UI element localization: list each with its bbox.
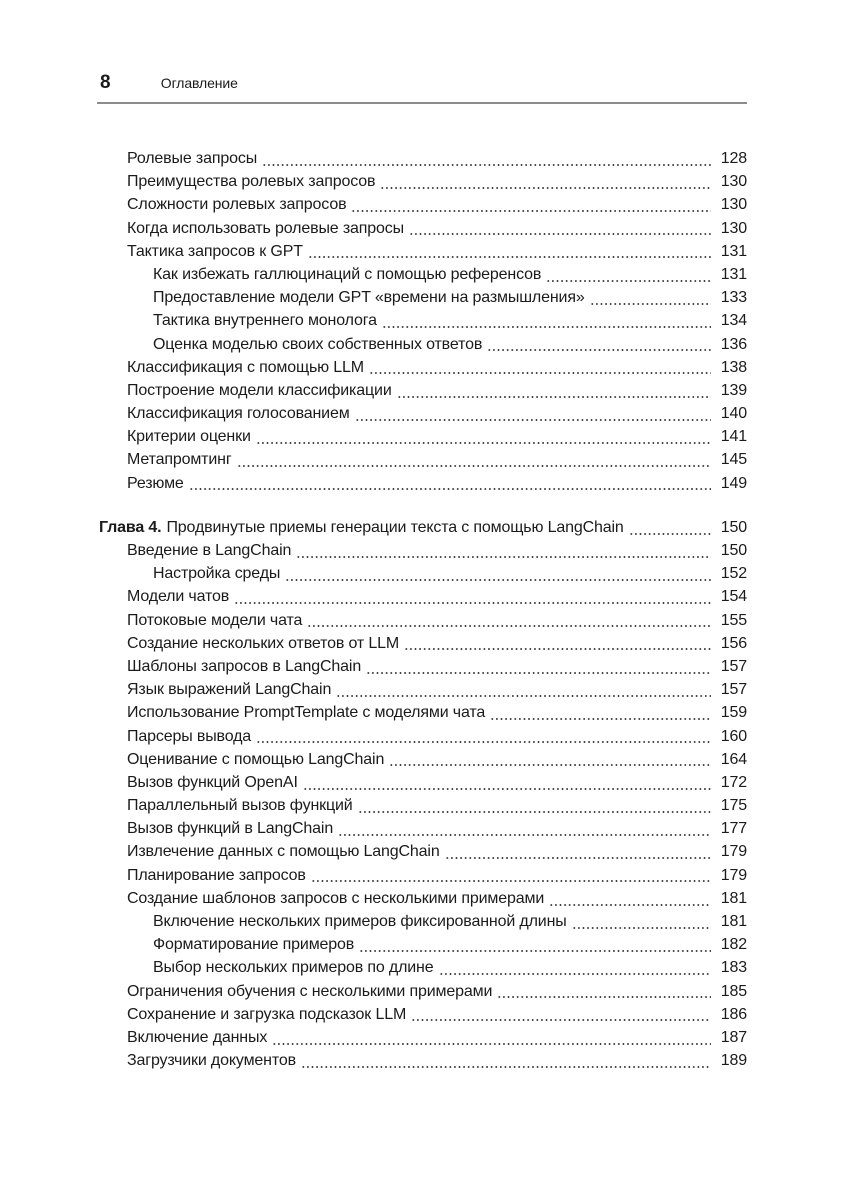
toc-entry — [97, 1049, 747, 1072]
toc-entry — [97, 840, 747, 863]
toc-entry — [97, 678, 747, 701]
toc-page-ref: 152 — [720, 565, 747, 583]
toc-entry — [97, 379, 747, 402]
dot-leader — [445, 857, 711, 859]
toc-entry-label: Оценка моделью своих собственных ответов — [153, 335, 483, 353]
toc-page-ref: 150 — [720, 542, 747, 559]
toc-page-ref: 185 — [720, 982, 747, 1000]
toc-page-ref: 156 — [720, 634, 747, 652]
toc-page-ref: 155 — [720, 611, 747, 629]
toc-entry-label: Оценивание с помощью LangChain — [127, 750, 385, 768]
toc-page-ref: 181 — [720, 889, 747, 907]
toc-page-ref: 131 — [720, 242, 747, 260]
content-column — [97, 72, 747, 1072]
toc-entry — [97, 147, 747, 170]
toc-entry-label: Форматирование примеров — [153, 936, 355, 954]
toc-entry-label: Язык выражений LangChain — [127, 681, 332, 699]
dot-leader — [382, 326, 711, 328]
toc-page-ref: 140 — [720, 405, 747, 423]
chapter-prefix: Глава 4. — [99, 518, 162, 536]
toc-entry-label: Сложности ролевых запросов — [127, 196, 347, 214]
toc-page-ref: 133 — [720, 289, 747, 307]
toc-entry-label: Планирование запросов — [127, 866, 306, 884]
dot-leader — [411, 1019, 711, 1021]
dot-leader — [359, 950, 711, 952]
toc-entry-label: Шаблоны запросов в LangChain — [127, 657, 362, 675]
toc-entry — [97, 425, 747, 448]
toc-chapter-entry — [97, 516, 747, 539]
dot-leader — [490, 718, 711, 720]
dot-leader — [549, 904, 711, 906]
toc-entry-label: Использование PromptTemplate с моделями чата — [127, 704, 486, 722]
dot-leader — [303, 788, 711, 790]
dot-leader — [546, 280, 711, 282]
toc-entry-label: Вызов функций OpenAI — [127, 773, 298, 791]
toc-entry — [97, 356, 747, 379]
toc-page-ref: 164 — [720, 750, 747, 768]
toc-entry — [97, 956, 747, 979]
dot-leader — [311, 880, 711, 882]
dot-leader — [308, 256, 711, 258]
toc-page-ref: 130 — [720, 196, 747, 214]
toc-entry — [97, 170, 747, 193]
toc-page-ref: 130 — [720, 219, 747, 237]
dot-leader — [487, 349, 711, 351]
toc-entry — [97, 725, 747, 748]
dot-leader — [307, 625, 711, 627]
toc-page-ref: 157 — [720, 681, 747, 699]
toc-entry — [97, 193, 747, 216]
toc-entry — [97, 910, 747, 933]
toc-entry-label: Метапромтинг — [127, 451, 232, 469]
toc-entry — [97, 263, 747, 286]
toc-entry — [97, 1003, 747, 1026]
toc-entry-label: Настройка среды — [153, 565, 281, 583]
toc-page-ref: 160 — [720, 727, 747, 745]
toc-entry-label: Включение данных — [127, 1028, 268, 1046]
toc-entry-label: Сохранение и загрузка подсказок LLM — [127, 1005, 407, 1023]
toc-entry-label: Создание шаблонов запросов с несколькими примерами — [127, 889, 545, 907]
dot-leader — [351, 210, 711, 212]
dot-leader — [366, 672, 711, 674]
toc-entry — [97, 817, 747, 840]
toc-entry-label: Включение нескольких примеров фиксированной длины — [153, 913, 567, 930]
toc-page-ref: 157 — [720, 657, 747, 675]
toc-entry-label: Потоковые модели чата — [127, 611, 303, 629]
toc-page-ref: 154 — [720, 588, 747, 606]
toc-entry — [97, 286, 747, 309]
dot-leader — [497, 996, 711, 998]
toc-entry — [97, 864, 747, 887]
toc-entry — [97, 472, 747, 495]
toc-page-ref: 138 — [720, 358, 747, 376]
dot-leader — [262, 164, 711, 166]
toc-entry-label: Когда использовать ролевые запросы — [127, 219, 404, 237]
toc-entry-label: Извлечение данных с помощью LangChain — [127, 843, 440, 861]
toc-entry — [97, 562, 747, 585]
dot-leader — [358, 811, 711, 813]
dot-leader — [572, 927, 711, 929]
toc-entry-label: Введение в LangChain — [127, 542, 292, 559]
toc-entry-label: Преимущества ролевых запросов — [127, 173, 376, 191]
toc-entry-label: Тактика запросов к GPT — [127, 242, 303, 260]
dot-leader — [256, 741, 711, 743]
toc-page-ref: 182 — [720, 936, 747, 954]
toc-entry — [97, 748, 747, 771]
toc-entry — [97, 402, 747, 425]
dot-leader — [336, 695, 711, 697]
toc-page-ref: 149 — [720, 474, 747, 492]
toc-entry-label: Тактика внутреннего монолога — [153, 312, 377, 330]
dot-leader — [439, 973, 712, 975]
toc-page-ref: 141 — [720, 428, 747, 446]
toc-entry-label: Продвинутые приемы генерации текста с помощью LangChain — [166, 518, 624, 536]
toc-page-ref: 134 — [720, 312, 747, 330]
toc-entry-label: Модели чатов — [127, 588, 230, 606]
toc-entry — [97, 333, 747, 356]
dot-leader — [296, 556, 711, 558]
toc-page-ref: 136 — [720, 335, 747, 353]
toc-page-ref: 130 — [720, 173, 747, 191]
dot-leader — [301, 1066, 711, 1068]
dot-leader — [590, 303, 711, 305]
toc-page-ref: 186 — [720, 1005, 747, 1023]
toc-entry — [97, 655, 747, 678]
dot-leader — [355, 419, 711, 421]
toc-page-ref: 159 — [720, 704, 747, 722]
toc-entry — [97, 240, 747, 263]
toc-page-ref: 179 — [720, 843, 747, 861]
toc-entry-label: Классификация с помощью LLM — [127, 358, 364, 376]
dot-leader — [338, 834, 711, 836]
toc-page-ref: 183 — [720, 959, 747, 977]
toc-entry-label: Параллельный вызов функций — [127, 797, 353, 815]
toc-entry — [97, 585, 747, 608]
toc-page-ref: 189 — [720, 1052, 747, 1070]
toc-entry-label: Вызов функций в LangChain — [127, 820, 334, 838]
running-head — [97, 72, 747, 96]
toc-entry — [97, 609, 747, 632]
toc-entry-label: Ограничения обучения с несколькими примерами — [127, 982, 493, 1000]
toc-entry — [97, 887, 747, 910]
toc-entry — [97, 632, 747, 655]
toc-entry-label: Критерии оценки — [127, 428, 251, 446]
dot-leader — [256, 442, 711, 444]
dot-leader — [189, 488, 711, 490]
dot-leader — [237, 465, 711, 467]
toc-entry-label: Создание нескольких ответов от LLM — [127, 634, 400, 652]
toc-entry-label: Резюме — [127, 474, 184, 492]
toc-entry-label: Как избежать галлюцинаций с помощью референсов — [153, 265, 542, 283]
dot-leader — [629, 533, 711, 535]
toc-entry-label: Классификация голосованием — [127, 405, 350, 423]
dot-leader — [369, 372, 711, 374]
dot-leader — [409, 233, 711, 235]
toc-entry — [97, 539, 747, 562]
toc-page-ref: 181 — [720, 913, 747, 930]
toc-entry — [97, 771, 747, 794]
dot-leader — [389, 764, 711, 766]
toc-page-ref: 187 — [720, 1028, 747, 1046]
toc-entry — [97, 217, 747, 240]
dot-leader — [404, 648, 711, 650]
toc-page-ref: 150 — [720, 518, 747, 536]
dot-leader — [285, 579, 711, 581]
dot-leader — [234, 602, 711, 604]
toc-page-ref: 179 — [720, 866, 747, 884]
toc-entry-label: Построение модели классификации — [127, 381, 392, 399]
toc-entry — [97, 794, 747, 817]
toc-page-ref: 145 — [720, 451, 747, 469]
toc-entry — [97, 933, 747, 956]
header-rule — [97, 102, 747, 104]
toc-page-ref: 175 — [720, 797, 747, 815]
toc-list — [97, 147, 747, 1072]
toc-entry-label: Ролевые запросы — [127, 150, 258, 167]
dot-leader — [272, 1043, 711, 1045]
dot-leader — [380, 187, 711, 189]
running-head-title: Оглавление — [160, 75, 238, 91]
toc-page-ref: 139 — [720, 381, 747, 399]
toc-entry — [97, 980, 747, 1003]
toc-entry-label: Загрузчики документов — [127, 1052, 296, 1070]
toc-entry — [97, 701, 747, 724]
toc-entry — [97, 448, 747, 471]
toc-entry-label: Выбор нескольких примеров по длине — [153, 959, 434, 977]
dot-leader — [397, 396, 711, 398]
toc-page-ref: 177 — [720, 820, 747, 838]
toc-page-ref: 172 — [720, 773, 747, 791]
toc-entry — [97, 1026, 747, 1049]
toc-entry-label: Предоставление модели GPT «времени на размышления» — [153, 289, 585, 307]
toc-entry-label: Парсеры вывода — [127, 727, 252, 745]
page-number: 8 — [100, 72, 111, 93]
toc-page-ref: 131 — [720, 265, 747, 283]
toc-page-ref: 128 — [720, 150, 747, 167]
toc-entry — [97, 309, 747, 332]
